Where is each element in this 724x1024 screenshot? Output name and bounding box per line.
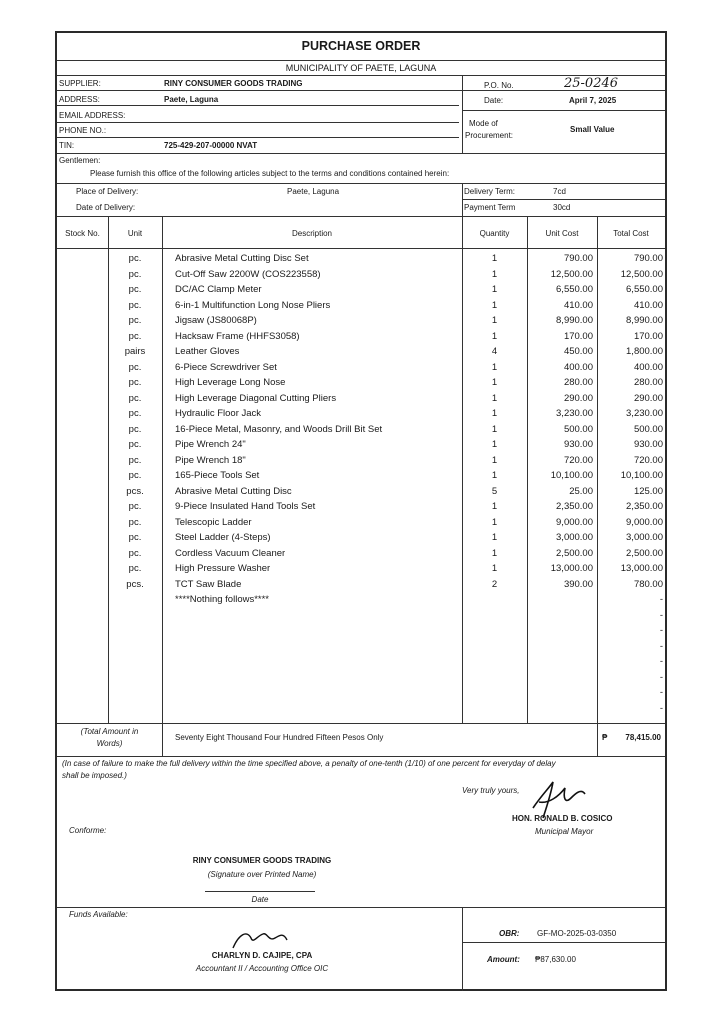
table-row: [57, 468, 665, 484]
cell-unit: pcs.: [126, 578, 144, 590]
cell-total-cost: 500.00: [633, 423, 663, 435]
penalty-clause: (In case of failure to make the full delivery within the time specified above, a penalty of one-tenth (1/10) of one percent for everyday of delay: [62, 759, 556, 768]
table-row: [57, 515, 665, 531]
table-row: [57, 313, 665, 329]
cell-description: DC/AC Clamp Meter: [175, 284, 262, 295]
cell-quantity: 1: [491, 547, 498, 559]
very-truly-yours: Very truly yours,: [462, 786, 520, 795]
supplier-signature-caption: (Signature over Printed Name): [207, 870, 317, 879]
amount-label: Amount:: [487, 955, 520, 964]
intro-text: Please furnish this office of the following articles subject to the terms and conditions contained herein:: [90, 169, 450, 178]
delivery-term-value: 7cd: [553, 187, 566, 196]
cell-quantity: 1: [491, 377, 498, 388]
cell-total-cost: 290.00: [633, 392, 663, 404]
cell-description: Pipe Wrench 18": [175, 454, 246, 466]
date-value: April 7, 2025: [569, 96, 617, 105]
supplier-label: SUPPLIER:: [59, 79, 101, 88]
accountant-name: CHARLYN D. CAJIPE, CPA: [211, 951, 313, 960]
cell-unit: pc.: [128, 547, 142, 559]
supplier-signatory: RINY CONSUMER GOODS TRADING: [192, 856, 332, 865]
cell-total-cost: 8,990.00: [626, 315, 663, 326]
cell-quantity: 1: [491, 361, 498, 373]
table-row: [57, 592, 665, 608]
currency-symbol: ₱: [602, 733, 608, 742]
cell-description: 16-Piece Metal, Masonry, and Woods Drill Bit Set: [175, 423, 383, 435]
date-caption: Date: [251, 895, 269, 904]
cell-unit-cost: 8,990.00: [556, 315, 593, 326]
address-label: ADDRESS:: [59, 95, 100, 104]
cell-quantity: 1: [491, 268, 498, 280]
column-header-description: Description: [291, 229, 332, 238]
column-header-total-cost: Total Cost: [613, 229, 649, 238]
cell-description: Leather Gloves: [175, 346, 240, 357]
cell-quantity: 1: [491, 563, 498, 574]
cell-quantity: 1: [491, 392, 498, 404]
mode-label-2: Procurement:: [465, 131, 514, 140]
table-row: [57, 639, 665, 655]
cell-unit-cost: 390.00: [563, 578, 593, 590]
table-row: [57, 561, 665, 577]
municipality-name: MUNICIPALITY OF PAETE, LAGUNA: [285, 63, 437, 73]
date-label: Date:: [484, 96, 504, 105]
table-row: [57, 375, 665, 391]
cell-unit: pc.: [128, 454, 142, 466]
table-row: [57, 391, 665, 407]
delivery-term-label: Delivery Term:: [464, 187, 515, 196]
place-of-delivery-value: Paete, Laguna: [287, 187, 340, 196]
cell-unit: pc.: [128, 516, 142, 528]
cell-unit-cost: 25.00: [569, 485, 593, 497]
divider: [57, 183, 665, 184]
cell-total-cost: 780.00: [633, 578, 663, 590]
cell-unit: pcs.: [126, 485, 144, 497]
table-row: [57, 344, 665, 360]
cell-total-cost: 400.00: [633, 361, 663, 373]
cell-description: High Leverage Long Nose: [175, 377, 286, 388]
conforme-label: Conforme:: [69, 826, 107, 835]
payment-term-label: Payment Term: [464, 203, 516, 212]
cell-unit-cost: 410.00: [563, 299, 593, 311]
total-in-words: Seventy Eight Thousand Four Hundred Fifteen Pesos Only: [175, 733, 384, 742]
cell-unit: pc.: [128, 392, 142, 404]
cell-quantity: 4: [491, 346, 498, 357]
cell-total-cost: 2,500.00: [626, 547, 663, 559]
cell-description: Abrasive Metal Cutting Disc: [175, 485, 292, 497]
cell-unit: pairs: [124, 346, 146, 357]
cell-unit: pc.: [128, 377, 142, 388]
divider: [57, 122, 459, 123]
table-row: [57, 499, 665, 515]
column-header-quantity: Quantity: [479, 229, 510, 238]
date-of-delivery-label: Date of Delivery:: [76, 203, 136, 212]
divider: [57, 153, 665, 154]
mode-value: Small Value: [570, 125, 615, 134]
cell-description: Cordless Vacuum Cleaner: [175, 547, 286, 559]
funds-available-label: Funds Available:: [69, 910, 128, 919]
mayor-name: HON. RONALD B. COSICO: [512, 814, 613, 823]
cell-quantity: 1: [491, 532, 498, 543]
column-header-stock-no: Stock No.: [65, 229, 100, 238]
cell-unit: pc.: [128, 423, 142, 435]
cell-unit-cost: 2,350.00: [556, 501, 593, 512]
table-row: [57, 422, 665, 438]
cell-unit-cost: 290.00: [563, 392, 593, 404]
divider: [462, 199, 665, 200]
place-of-delivery-label: Place of Delivery:: [76, 187, 139, 196]
accountant-title: Accountant II / Accounting Office OIC: [195, 964, 329, 973]
payment-term-value: 30cd: [553, 203, 571, 212]
cell-description: 6-Piece Screwdriver Set: [175, 361, 277, 373]
cell-description: 6-in-1 Multifunction Long Nose Pliers: [175, 299, 331, 311]
divider: [597, 723, 598, 756]
cell-quantity: 1: [491, 516, 498, 528]
table-row: [57, 484, 665, 500]
cell-total-cost: -: [659, 625, 663, 636]
cell-unit-cost: 10,100.00: [550, 470, 593, 481]
cell-unit-cost: 3,000.00: [556, 532, 593, 543]
column-header-unit: Unit: [127, 229, 143, 238]
cell-unit: pc.: [128, 330, 142, 342]
cell-total-cost: 12,500.00: [620, 268, 663, 280]
table-row: [57, 360, 665, 376]
cell-total-cost: -: [659, 687, 663, 698]
tin-label: TIN:: [59, 141, 75, 150]
cell-description: ****Nothing follows****: [175, 594, 269, 605]
cell-total-cost: 170.00: [633, 330, 663, 342]
divider: [162, 723, 163, 756]
mayor-title: Municipal Mayor: [535, 827, 594, 836]
cell-total-cost: 2,350.00: [626, 501, 663, 512]
greeting: Gentlemen:: [59, 156, 101, 165]
cell-total-cost: -: [659, 609, 663, 621]
purchase-order-form: [55, 31, 667, 991]
amount-value: ₱87,630.00: [535, 955, 576, 964]
table-row: [57, 654, 665, 670]
table-row: [57, 701, 665, 717]
table-row: [57, 608, 665, 624]
divider: [462, 75, 463, 153]
cell-unit: pc.: [128, 299, 142, 311]
cell-quantity: 1: [491, 439, 498, 450]
cell-unit-cost: 930.00: [563, 439, 593, 450]
mode-label: Mode of: [469, 119, 498, 128]
cell-total-cost: 3,230.00: [626, 408, 663, 419]
cell-unit-cost: 12,500.00: [550, 268, 593, 280]
divider: [57, 907, 665, 908]
divider: [57, 105, 459, 106]
cell-description: TCT Saw Blade: [175, 578, 242, 590]
table-row: [57, 406, 665, 422]
cell-unit-cost: 790.00: [563, 253, 593, 264]
cell-total-cost: 930.00: [633, 439, 663, 450]
total-amount: 78,415.00: [625, 733, 661, 742]
cell-unit-cost: 2,500.00: [556, 547, 593, 559]
cell-total-cost: 280.00: [633, 377, 663, 388]
cell-unit-cost: 450.00: [563, 346, 593, 357]
cell-total-cost: 13,000.00: [620, 563, 663, 574]
cell-unit-cost: 3,230.00: [556, 408, 593, 419]
table-row: [57, 623, 665, 639]
table-row: [57, 685, 665, 701]
cell-unit: pc.: [128, 253, 142, 264]
cell-quantity: 1: [491, 253, 498, 264]
cell-unit: pc.: [128, 563, 142, 574]
cell-unit: pc.: [128, 361, 142, 373]
cell-unit: pc.: [128, 439, 142, 450]
obr-value: GF-MO-2025-03-0350: [537, 929, 617, 938]
table-row: [57, 282, 665, 298]
table-row: [57, 453, 665, 469]
cell-quantity: 1: [491, 501, 498, 512]
cell-total-cost: -: [659, 702, 663, 714]
item-rows: [57, 251, 665, 721]
divider: [57, 248, 665, 249]
cell-description: High Leverage Diagonal Cutting Pliers: [175, 392, 337, 404]
cell-total-cost: 6,550.00: [626, 284, 663, 295]
cell-quantity: 1: [491, 423, 498, 435]
table-row: [57, 546, 665, 562]
cell-quantity: 1: [491, 408, 498, 419]
cell-description: 9-Piece Insulated Hand Tools Set: [175, 501, 316, 512]
cell-unit-cost: 6,550.00: [556, 284, 593, 295]
page-title: PURCHASE ORDER: [301, 39, 421, 53]
cell-total-cost: -: [659, 640, 663, 652]
po-number-value: 25-0246: [564, 76, 619, 91]
table-row: [57, 267, 665, 283]
table-row: [57, 329, 665, 345]
cell-unit-cost: 400.00: [563, 361, 593, 373]
table-row: [57, 670, 665, 686]
cell-unit: pc.: [128, 532, 142, 543]
divider: [57, 723, 665, 724]
cell-total-cost: 410.00: [633, 299, 663, 311]
table-row: [57, 298, 665, 314]
table-row: [57, 530, 665, 546]
obr-label: OBR:: [499, 929, 520, 938]
cell-quantity: 2: [491, 578, 498, 590]
cell-unit-cost: 13,000.00: [550, 563, 593, 574]
po-number-label: P.O. No.: [484, 81, 514, 90]
divider: [57, 216, 665, 217]
tin-value: 725-429-207-00000 NVAT: [164, 141, 258, 150]
divider: [462, 110, 665, 111]
cell-description: Hydraulic Floor Jack: [175, 408, 262, 419]
cell-total-cost: -: [659, 656, 663, 667]
cell-unit-cost: 9,000.00: [556, 516, 593, 528]
cell-quantity: 5: [491, 485, 498, 497]
cell-quantity: 1: [491, 470, 498, 481]
cell-description: Steel Ladder (4-Steps): [175, 532, 271, 543]
cell-quantity: 1: [491, 284, 498, 295]
divider: [462, 942, 665, 943]
table-row: [57, 577, 665, 593]
cell-total-cost: 1,800.00: [626, 346, 663, 357]
cell-unit-cost: 500.00: [563, 423, 593, 435]
cell-unit-cost: 280.00: [563, 377, 593, 388]
cell-quantity: 1: [491, 315, 498, 326]
divider: [57, 60, 665, 61]
cell-total-cost: 10,100.00: [620, 470, 663, 481]
column-header-unit-cost: Unit Cost: [545, 229, 579, 238]
cell-unit-cost: 170.00: [563, 330, 593, 342]
divider: [57, 137, 459, 138]
cell-unit: pc.: [128, 315, 142, 326]
phone-label: PHONE NO.:: [59, 126, 107, 135]
cell-total-cost: 125.00: [633, 485, 663, 497]
cell-unit: pc.: [128, 268, 142, 280]
cell-description: Jigsaw (JS80068P): [175, 315, 257, 326]
cell-description: Abrasive Metal Cutting Disc Set: [175, 253, 309, 264]
cell-total-cost: 3,000.00: [626, 532, 663, 543]
cell-unit: pc.: [128, 408, 142, 419]
email-label: EMAIL ADDRESS:: [59, 111, 126, 120]
cell-description: Telescopic Ladder: [175, 516, 252, 528]
total-label: (Total Amount in: [80, 727, 139, 736]
table-row: [57, 251, 665, 267]
cell-unit-cost: 720.00: [563, 454, 593, 466]
cell-unit: pc.: [128, 470, 142, 481]
cell-unit: pc.: [128, 284, 142, 295]
penalty-clause-2: shall be imposed.): [62, 771, 127, 780]
cell-quantity: 1: [491, 330, 498, 342]
divider: [462, 907, 463, 991]
cell-total-cost: -: [659, 594, 663, 605]
address-value: Paete, Laguna: [164, 95, 219, 104]
cell-description: Pipe Wrench 24": [175, 439, 246, 450]
table-row: [57, 437, 665, 453]
cell-total-cost: 720.00: [633, 454, 663, 466]
cell-quantity: 1: [491, 299, 498, 311]
cell-description: Cut-Off Saw 2200W (COS223558): [175, 268, 321, 280]
cell-total-cost: 9,000.00: [626, 516, 663, 528]
supplier-value: RINY CONSUMER GOODS TRADING: [164, 79, 303, 88]
date-line: [205, 891, 315, 892]
cell-description: 165-Piece Tools Set: [175, 470, 260, 481]
total-label-2: Words): [96, 739, 123, 748]
cell-quantity: 1: [491, 454, 498, 466]
divider: [57, 756, 665, 757]
cell-description: Hacksaw Frame (HHFS3058): [175, 330, 300, 342]
cell-total-cost: 790.00: [633, 253, 663, 264]
cell-unit: pc.: [128, 501, 142, 512]
cell-description: High Pressure Washer: [175, 563, 271, 574]
cell-total-cost: -: [659, 671, 663, 683]
